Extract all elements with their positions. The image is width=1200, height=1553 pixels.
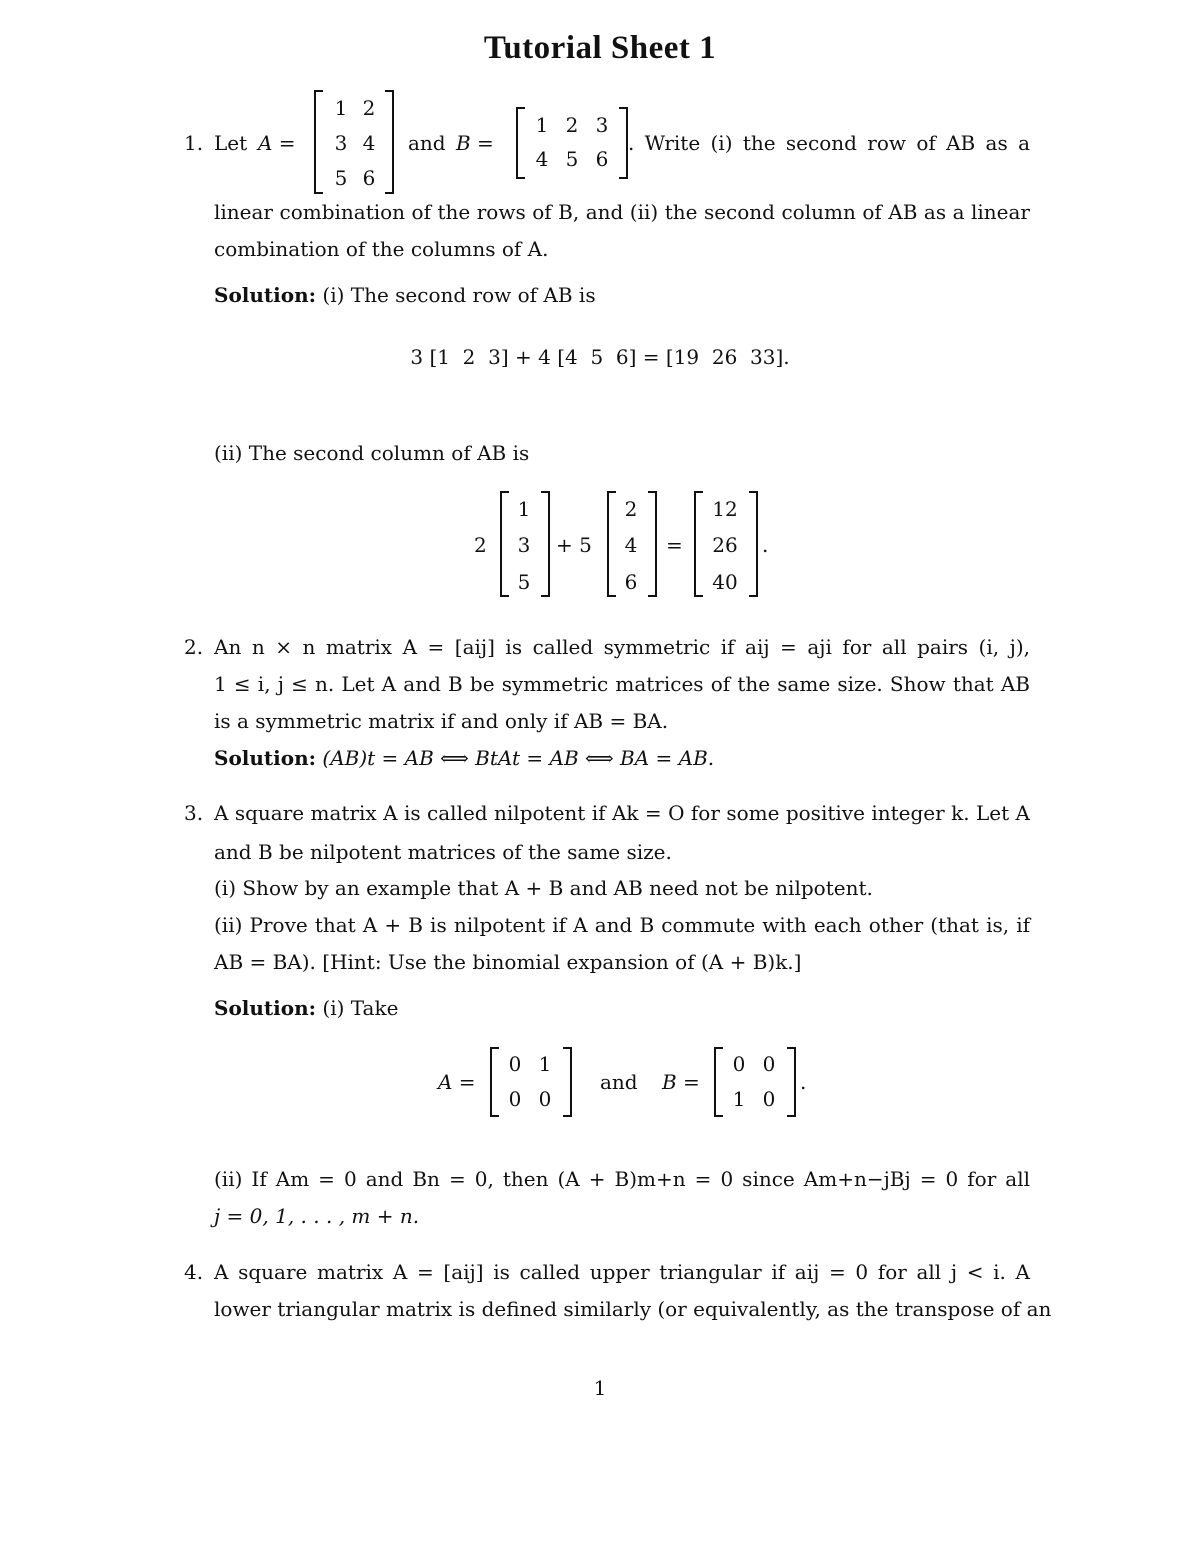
vector-cell: 3 — [517, 533, 531, 557]
q3-line5: AB = BA). [Hint: Use the binomial expansion of (A + B)k.] — [214, 950, 802, 974]
solution-label: Solution: — [214, 746, 317, 770]
q2-number: 2. — [184, 635, 204, 659]
vector-cell: 26 — [712, 533, 738, 557]
matrix-cell: 3 — [334, 131, 348, 155]
matrix-cell: 5 — [334, 166, 348, 190]
q3-line4: (ii) Prove that A + B is nilpotent if A and B commute with each other (that is, if — [214, 913, 1030, 937]
q3-number: 3. — [184, 801, 204, 825]
q3-and: and — [600, 1070, 638, 1094]
q3-period: . — [800, 1070, 807, 1094]
matrix-cell: 0 — [508, 1052, 522, 1076]
matrix-cell: 1 — [334, 96, 348, 120]
q1-equals: = — [666, 533, 683, 557]
q2-solution-text: (AB)t = AB ⟺ BtAt = AB ⟺ BA = AB. — [322, 746, 715, 770]
q1-plus-5: + 5 — [556, 533, 592, 557]
q1-coef-2: 2 — [474, 533, 487, 557]
q1-B-eq: B = — [456, 131, 494, 155]
q4-line2: lower triangular matrix is defined similarly (or equivalently, as the transpose of an — [214, 1297, 1052, 1321]
matrix-cell: 4 — [362, 131, 376, 155]
q1-let: Let — [214, 131, 248, 155]
vector-cell: 6 — [624, 570, 638, 594]
solution-label: Solution: — [214, 996, 317, 1020]
page-title: Tutorial Sheet 1 — [483, 30, 717, 66]
q1-solution-ii: (ii) The second column of AB is — [214, 441, 530, 465]
vector-cell: 4 — [624, 533, 638, 557]
matrix-cell: 2 — [565, 113, 579, 137]
q1-row-equation: 3 [1 2 3] + 4 [4 5 6] = [19 26 33]. — [410, 345, 790, 369]
q3-line1: A square matrix A is called nilpotent if Ak = O for some positive integer k. Let A — [214, 801, 1030, 825]
q1-and: and — [408, 131, 446, 155]
q1-vector-result — [694, 491, 758, 597]
matrix-cell: 4 — [535, 147, 549, 171]
q4-line1: A square matrix A = [aij] is called upper triangular if aij = 0 for all j < i. A — [214, 1260, 1030, 1284]
matrix-cell: 2 — [362, 96, 376, 120]
q3-solution-ii-line2: j = 0, 1, . . . , m + n. — [214, 1204, 420, 1228]
matrix-cell: 5 — [565, 147, 579, 171]
matrix-cell: 0 — [762, 1087, 776, 1111]
q2-line3: is a symmetric matrix if and only if AB = BA. — [214, 709, 669, 733]
page-number: 1 — [593, 1376, 607, 1400]
q1-line1-rest: . Write (i) the second row of AB as a — [628, 131, 1030, 155]
matrix-cell: 6 — [362, 166, 376, 190]
q1-solution-i: (i) The second row of AB is — [322, 283, 596, 307]
q1-vector-1 — [500, 491, 550, 597]
q2-line1: An n × n matrix A = [aij] is called symmetric if aij = aji for all pairs (i, j), — [214, 635, 1030, 659]
vector-cell: 12 — [712, 497, 738, 521]
q2-line2: 1 ≤ i, j ≤ n. Let A and B be symmetric matrices of the same size. Show that AB — [214, 672, 1030, 696]
q2-solution — [214, 746, 714, 770]
q1-matrix-A — [314, 90, 394, 194]
q1-A-eq: A = — [258, 131, 296, 155]
matrix-cell: 0 — [732, 1052, 746, 1076]
q3-A-eq: A = — [438, 1070, 476, 1094]
matrix-cell: 1 — [538, 1052, 552, 1076]
q3-line3: (i) Show by an example that A + B and AB need not be nilpotent. — [214, 876, 873, 900]
q1-line2: linear combination of the rows of B, and (ii) the second column of AB as a linear — [214, 200, 1030, 224]
matrix-cell: 0 — [762, 1052, 776, 1076]
vector-cell: 40 — [712, 570, 738, 594]
q1-line3: combination of the columns of A. — [214, 237, 549, 261]
q4-number: 4. — [184, 1260, 204, 1284]
q3-solution-i: (i) Take — [322, 996, 399, 1020]
vector-cell: 1 — [517, 497, 531, 521]
q3-solution-ii-line1: (ii) If Am = 0 and Bn = 0, then (A + B)m+n = 0 since Am+n−jBj = 0 for all — [214, 1167, 1030, 1191]
q1-vector-2 — [607, 491, 657, 597]
q1-period: . — [762, 533, 769, 557]
q3-matrix-A — [490, 1047, 572, 1117]
solution-label: Solution: — [214, 283, 317, 307]
q3-B-eq: B = — [662, 1070, 700, 1094]
q3-line2: and B be nilpotent matrices of the same size. — [214, 840, 672, 864]
vector-cell: 5 — [517, 570, 531, 594]
matrix-cell: 1 — [535, 113, 549, 137]
vector-cell: 2 — [624, 497, 638, 521]
matrix-cell: 1 — [732, 1087, 746, 1111]
q3-solution — [214, 996, 398, 1020]
q1-solution — [214, 283, 596, 307]
q1-matrix-B — [516, 107, 628, 179]
matrix-cell: 6 — [595, 147, 609, 171]
matrix-cell: 0 — [508, 1087, 522, 1111]
q1-number: 1. — [184, 131, 204, 155]
q3-matrix-B — [714, 1047, 796, 1117]
matrix-cell: 0 — [538, 1087, 552, 1111]
matrix-cell: 3 — [595, 113, 609, 137]
